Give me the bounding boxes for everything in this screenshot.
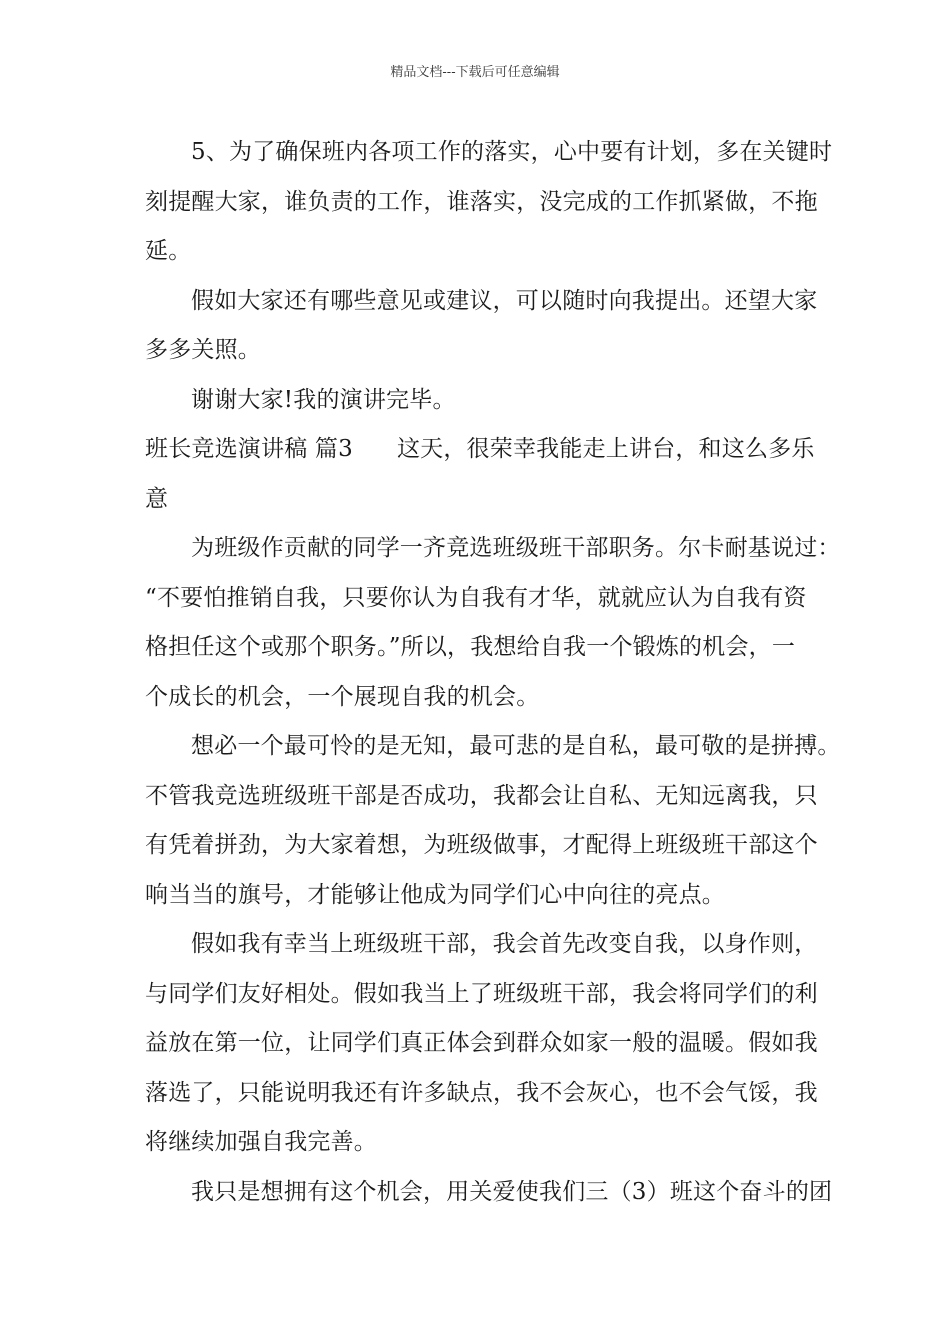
text-line: 益放在第一位，让同学们真正体会到群众如家一般的温暖。假如我 xyxy=(145,1030,818,1056)
text-line: 格担任这个或那个职务。”所以，我想给自我一个锻炼的机会，一 xyxy=(145,634,796,660)
text-line: 为班级作贡献的同学一齐竞选班级班干部职务。尔卡耐基说过： xyxy=(191,535,841,561)
text-line: 延。 xyxy=(145,238,192,264)
section-title-line xyxy=(145,425,815,475)
text-line: 5、为了确保班内各项工作的落实，心中要有计划，多在关键时 xyxy=(191,139,833,165)
text-line: 个成长的机会，一个展现自我的机会。 xyxy=(145,683,540,710)
text-line: 意 xyxy=(145,485,169,512)
text-line: 不管我竞选班级班干部是否成功，我都会让自私、无知远离我，只 xyxy=(145,782,818,809)
text-line: 响当当的旗号，才能够让他成为同学们心中向往的亮点。 xyxy=(145,881,725,908)
text-line: 我只是想拥有这个机会，用关爱使我们三（3）班这个奋斗的团 xyxy=(191,1178,833,1205)
text-line: 谢谢大家!我的演讲完毕。 xyxy=(191,386,456,413)
text-line: 假如我有幸当上班级班干部，我会首先改变自我，以身作则， xyxy=(191,931,818,957)
text-line: “不要怕推销自我，只要你认为自我有才华，就就应认为自我有资 xyxy=(145,584,807,611)
text-line: 假如大家还有哪些意见或建议，可以随时向我提出。还望大家 xyxy=(191,287,818,314)
text-line: 刻提醒大家，谁负责的工作，谁落实，没完成的工作抓紧做，不拖 xyxy=(145,188,818,215)
document-body xyxy=(145,128,841,1217)
text-line: 有凭着拼劲，为大家着想，为班级做事，才配得上班级班干部这个 xyxy=(145,832,818,858)
section-text: 这天，很荣幸我能走上讲台，和这么多乐 xyxy=(396,436,815,462)
text-line: 想必一个最可怜的是无知，最可悲的是自私，最可敬的是拼搏。 xyxy=(191,733,841,759)
section-title: 班长竞选演讲稿 篇3 xyxy=(145,436,353,462)
text-line: 多多关照。 xyxy=(145,337,261,363)
text-line: 将继续加强自我完善。 xyxy=(145,1129,377,1155)
text-line: 落选了，只能说明我还有许多缺点，我不会灰心，也不会气馁，我 xyxy=(145,1079,818,1106)
text-line: 与同学们友好相处。假如我当上了班级班干部，我会将同学们的利 xyxy=(145,980,818,1007)
page-header: 精品文档---下载后可任意编辑 xyxy=(390,65,560,80)
